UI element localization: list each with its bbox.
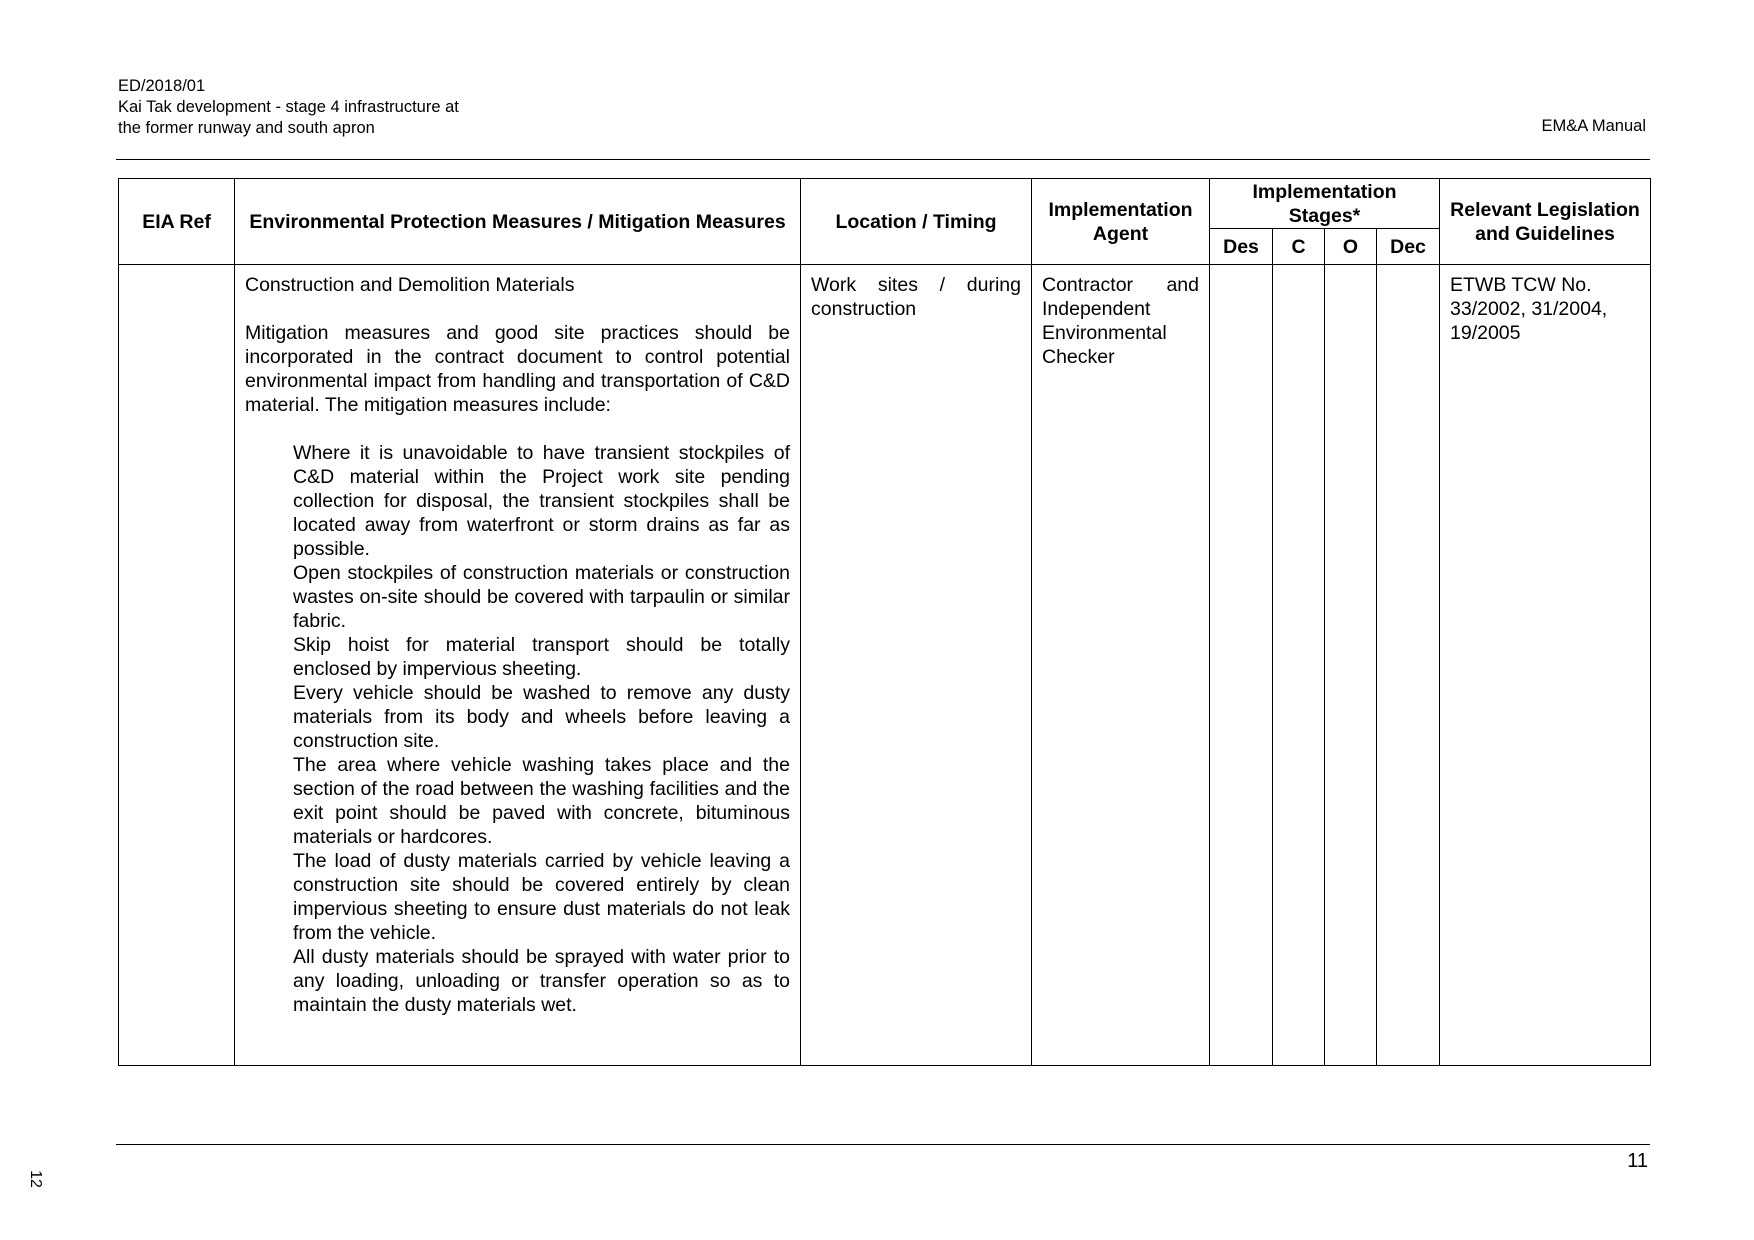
list-item: Skip hoist for material transport should be totally enclosed by impervious sheeting. bbox=[293, 634, 790, 680]
mitigation-measures-table bbox=[118, 178, 1651, 1066]
list-item: Every vehicle should be washed to remove any dusty materials from its body and wheels before leaving a construction site. bbox=[293, 682, 790, 752]
list-item: Open stockpiles of construction materials or construction wastes on-site should be covered with tarpaulin or similar fabric. bbox=[293, 562, 790, 632]
list-item: The area where vehicle washing takes place and the section of the road between the washing facilities and the exit point should be paved with concrete, bituminous materials or hardcores. bbox=[293, 754, 790, 848]
list-item: The load of dusty materials carried by vehicle leaving a construction site should be covered entirely by clean impervious sheeting to ensure dust materials do not leak from the vehicle. bbox=[293, 850, 790, 944]
cell-stage-dec bbox=[1377, 265, 1440, 1066]
table-row bbox=[119, 265, 1651, 1066]
column-header-agent: Implementation Agent bbox=[1032, 179, 1210, 265]
project-title-line-2: the former runway and south apron bbox=[118, 119, 375, 137]
page-number: 11 bbox=[1627, 1150, 1648, 1172]
cell-eia-ref bbox=[119, 265, 235, 1066]
column-header-location: Location / Timing bbox=[801, 179, 1032, 265]
list-item: Where it is unavoidable to have transient stockpiles of C&D material within the Project work site pending collection for disposal, the transient stockpiles shall be located away from waterfront or storm drains as far as possible. bbox=[293, 442, 790, 560]
column-header-legislation: Relevant Legislation and Guidelines bbox=[1440, 179, 1651, 265]
column-header-measures: Environmental Protection Measures / Mitigation Measures bbox=[235, 179, 801, 265]
column-header-stage-o: O bbox=[1325, 229, 1377, 265]
cell-agent: Contractor and Independent Environmental Checker bbox=[1032, 265, 1210, 1066]
column-header-stage-c: C bbox=[1273, 229, 1325, 265]
cell-location: Work sites / during construction bbox=[801, 265, 1032, 1066]
footer-divider bbox=[116, 1144, 1650, 1145]
column-header-stage-des: Des bbox=[1210, 229, 1273, 265]
side-page-number: 12 bbox=[26, 1170, 44, 1188]
column-header-stage-dec: Dec bbox=[1377, 229, 1440, 265]
manual-title: EM&A Manual bbox=[1541, 117, 1646, 135]
header-divider bbox=[116, 159, 1650, 160]
cell-measures bbox=[235, 265, 801, 1066]
list-item: All dusty materials should be sprayed with water prior to any loading, unloading or transfer operation so as to maintain the dusty materials wet. bbox=[293, 946, 790, 1016]
cell-stage-c bbox=[1273, 265, 1325, 1066]
measures-list bbox=[245, 441, 790, 1017]
measures-intro: Mitigation measures and good site practices should be incorporated in the contract document to control potential environmental impact from handling and transportation of C&D material. The mitigation measures include: bbox=[245, 322, 790, 416]
document-header bbox=[118, 76, 459, 139]
document-reference: ED/2018/01 bbox=[118, 77, 206, 95]
table-header-row bbox=[119, 179, 1651, 229]
cell-stage-o bbox=[1325, 265, 1377, 1066]
cell-stage-des bbox=[1210, 265, 1273, 1066]
column-header-stages: Implementation Stages* bbox=[1210, 179, 1440, 229]
column-header-eia-ref: EIA Ref bbox=[119, 179, 235, 265]
cell-legislation: ETWB TCW No. 33/2002, 31/2004, 19/2005 bbox=[1440, 265, 1651, 1066]
project-title-line-1: Kai Tak development - stage 4 infrastructure at bbox=[118, 98, 459, 116]
measures-title: Construction and Demolition Materials bbox=[245, 274, 575, 296]
